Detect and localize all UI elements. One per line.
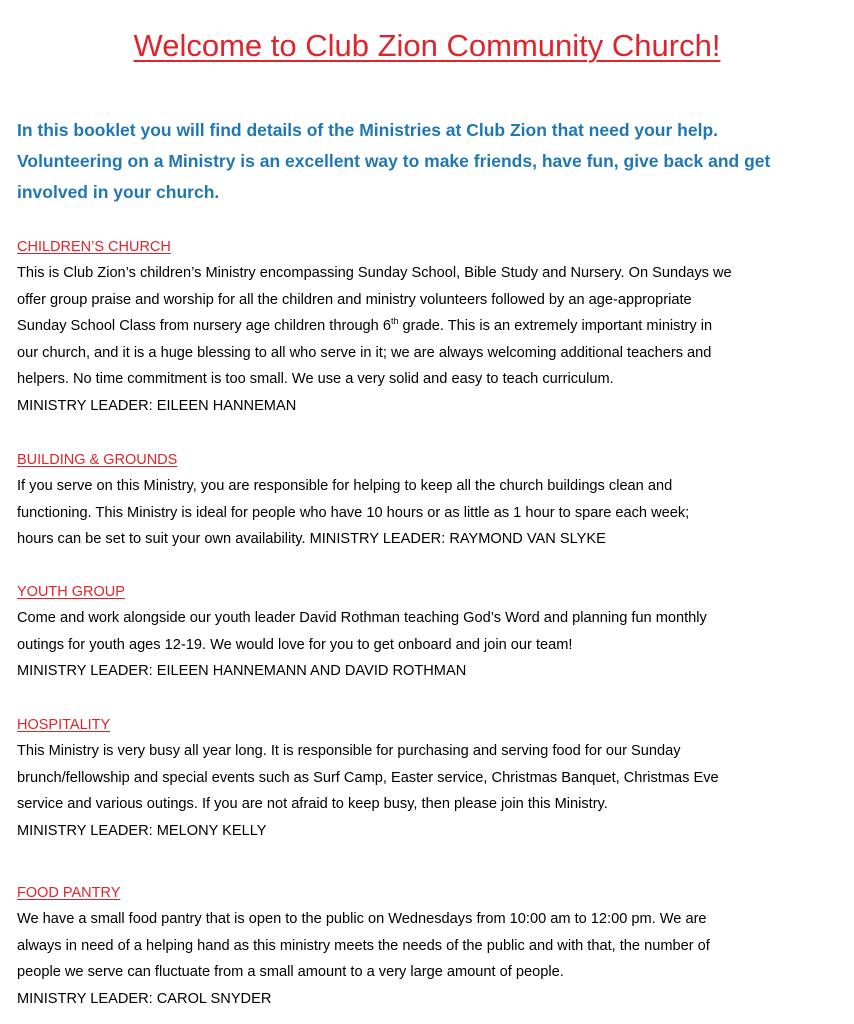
ministry-leader: MINISTRY LEADER: CAROL SNYDER (17, 990, 272, 1007)
body-line (17, 313, 847, 340)
body-line: people we serve can fluctuate from a small amount to a very large amount of people. (17, 964, 564, 980)
ministry-leader: MINISTRY LEADER: MELONY KELLY (17, 822, 267, 839)
body-line: offer group praise and worship for all the children and ministry volunteers followed by an age-appropriate (17, 291, 692, 308)
section-body (17, 738, 847, 818)
body-line: We have a small food pantry that is open to the public on Wednesdays from 10:00 am to 12:00 pm. We are (17, 911, 707, 927)
intro-line: In this booklet you will find details of the Ministries at Club Zion that need your help. (17, 120, 719, 140)
section-food-pantry (17, 880, 847, 1012)
superscript: th (390, 316, 399, 327)
page-title: Welcome to Club Zion Community Church! (133, 28, 721, 63)
body-line: outings for youth ages 12-19. We would love for you to get onboard and join our team! (17, 636, 573, 653)
section-heading: CHILDREN’S CHURCH (17, 239, 171, 255)
body-text-segment: Sunday School Class from nursery age children through 6 (17, 318, 391, 334)
intro-line: Volunteering on a Ministry is an excellent way to make friends, have fun, give back and get (17, 151, 771, 171)
section-heading: FOOD PANTRY (17, 885, 121, 901)
section-youth-group (17, 579, 847, 685)
body-line: This Ministry is very busy all year long. It is responsible for purchasing and serving food for our Sunday (17, 743, 681, 759)
section-body (17, 260, 847, 393)
section-body (17, 473, 847, 553)
section-building-grounds (17, 447, 847, 553)
body-line: This is Club Zion’s children’s Ministry encompassing Sunday School, Bible Study and Nursery. On Sundays we (17, 265, 732, 281)
body-line: Come and work alongside our youth leader David Rothman teaching God’s Word and planning fun monthly (17, 610, 707, 626)
body-line: helpers. No time commitment is too small. We use a very solid and easy to teach curriculum. (17, 371, 614, 387)
body-line: always in need of a helping hand as this ministry meets the needs of the public and with that, the number of (17, 937, 710, 954)
intro-paragraph (17, 115, 847, 208)
body-line: If you serve on this Ministry, you are responsible for helping to keep all the church buildings clean and (17, 478, 673, 494)
body-line: hours can be set to suit your own availability. MINISTRY LEADER: RAYMOND VAN SLYKE (17, 531, 606, 547)
section-hospitality (17, 712, 847, 844)
section-body (17, 605, 847, 658)
section-childrens-church (17, 234, 847, 419)
body-text-segment: grade. This is an extremely important ministry in (398, 318, 713, 334)
body-line: service and various outings. If you are not afraid to keep busy, then please join this Ministry. (17, 796, 608, 812)
section-heading: YOUTH GROUP (17, 584, 125, 600)
intro-line: involved in your church. (17, 182, 220, 202)
section-heading: BUILDING & GROUNDS (17, 452, 178, 468)
body-line: our church, and it is a huge blessing to all who serve in it; we are always welcoming additional teachers and (17, 344, 712, 361)
section-heading: HOSPITALITY (17, 717, 111, 733)
body-line: brunch/fellowship and special events such as Surf Camp, Easter service, Christmas Banquet, Christmas Eve (17, 769, 719, 786)
body-line: functioning. This Ministry is ideal for people who have 10 hours or as little as 1 hour to spare each week; (17, 504, 690, 521)
section-body (17, 906, 847, 986)
ministry-leader: MINISTRY LEADER: EILEEN HANNEMAN (17, 397, 297, 414)
ministry-leader: MINISTRY LEADER: EILEEN HANNEMANN AND DAVID ROTHMAN (17, 663, 467, 679)
